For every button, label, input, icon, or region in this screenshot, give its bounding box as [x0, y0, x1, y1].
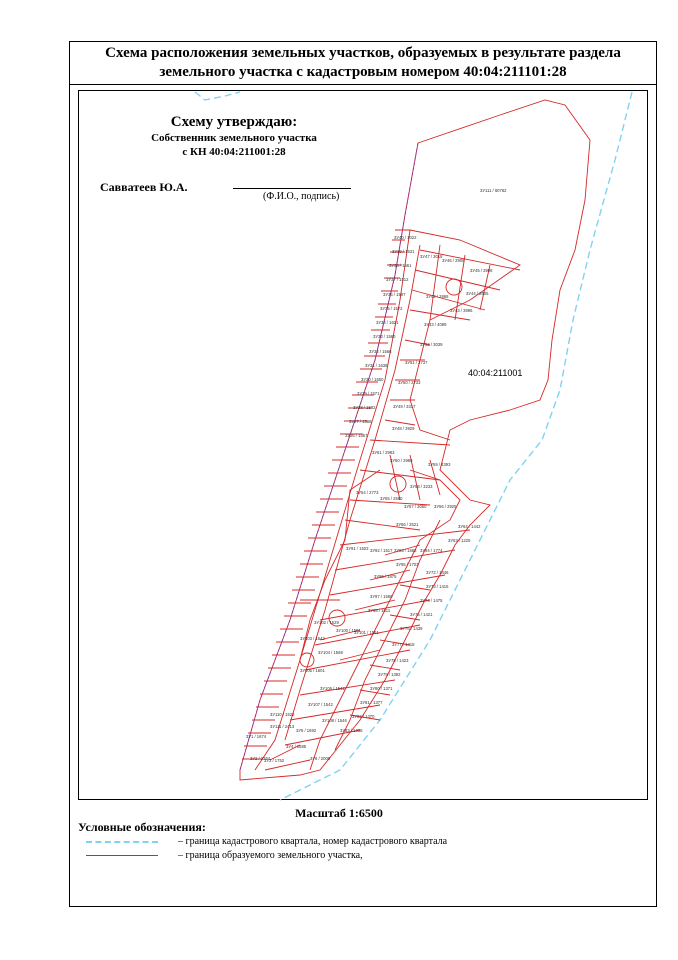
parcel-label: 3У52 / 3039 — [420, 342, 443, 347]
parcel-label: 3У45 / 3996 — [470, 268, 493, 273]
parcel-label: 3У105 / 1601 — [300, 668, 325, 673]
parcel-label: 3У30 / 1550 — [361, 377, 384, 382]
signature-caption: (Ф.И.О., подпись) — [263, 191, 340, 202]
parcel-label: 3У58 / 3233 — [410, 484, 433, 489]
parcel-label: 3У81 / 1377 — [360, 700, 383, 705]
parcel-label: 3У5 / 1692 — [296, 728, 317, 733]
parcel-grid-block-north — [385, 245, 523, 425]
parcel-label: 3У37 / 1512 — [386, 277, 409, 282]
parcel-label: 3У110 / 1523 — [270, 712, 295, 717]
parent-parcel-outline — [240, 100, 590, 780]
parcel-label: 3У31 / 1638 — [365, 363, 388, 368]
approval-block — [128, 113, 340, 159]
dashed-blue-line-icon — [86, 841, 158, 843]
parcel-label: 3У57 / 3050 — [404, 504, 427, 509]
parcel-label: 3У51 / 2737 — [405, 360, 428, 365]
legend-item-quarter-boundary — [86, 835, 546, 849]
parcel-label: 3У42 / 2868 — [426, 294, 449, 299]
parcel-label: 3У75 / 1421 — [410, 612, 433, 617]
legend-item-text: – граница кадастрового квартала, номер кадастрового квартала — [178, 836, 448, 847]
parcel-label: 3У49 / 3317 — [393, 404, 416, 409]
parcel-label: 3У26 / 1557 — [345, 433, 368, 438]
legend-item-parcel-boundary — [86, 849, 546, 863]
parcel-label: 3У97 / 1560 — [370, 594, 393, 599]
parcel-label: 3У96 / 1875 — [374, 574, 397, 579]
parcel-label: 3У102 / 1529 — [314, 620, 339, 625]
parcel-label: 3У94 / 1774 — [420, 548, 443, 553]
owner-name: Савватеев Ю.А. — [100, 180, 188, 194]
parent-parcel-label: 3У111 / 60762 — [480, 188, 507, 193]
parcel-label: 3У35 / 1572 — [380, 306, 403, 311]
parcel-label: 3У50 / 2733 — [398, 380, 421, 385]
parcel-label: 3У107 / 1542 — [308, 702, 333, 707]
parcel-label: 3У46 / 2906 — [442, 258, 465, 263]
parcel-label: 3У100 / 1591 — [336, 628, 361, 633]
parcel-label: 3У29 / 1571 — [357, 391, 380, 396]
parcel-label: 3У1 / 1674 — [246, 734, 267, 739]
parcel-label: 3У55 / 2560 — [380, 496, 403, 501]
parcel-label: 3У76 / 1439 — [400, 626, 423, 631]
quarter-number-label: 40:04:211001 — [468, 368, 523, 378]
approval-line-2: с КН 40:04:211001:28 — [182, 146, 286, 158]
parcel-label: 3У40 / 1022 — [394, 235, 417, 240]
parcel-label: 3У59 / 4393 — [428, 462, 451, 467]
parcel-label: 3У38 / 1561 — [389, 263, 412, 268]
parcel-label: 3У98 / 1611 — [368, 608, 391, 613]
parcel-label: 3У33 / 1560 — [373, 334, 396, 339]
parcel-labels — [246, 188, 507, 763]
approval-line-1: Собственник земельного участка — [151, 132, 317, 144]
parcel-label: 3У95 / 1703 — [396, 562, 419, 567]
parcel-label: 3У27 / 1568 — [349, 419, 372, 424]
parcel-label: 3У83 / 1338 — [340, 728, 363, 733]
approval-heading: Схему утверждаю: — [170, 114, 298, 130]
parcel-label: 3У60 / 2988 — [390, 458, 413, 463]
parcel-label: 3У106 / 1542 — [320, 686, 345, 691]
parcel-label: 3У34 / 1621 — [376, 320, 399, 325]
title-line-2: земельного участка с кадастровым номером 40:04:211101:28 — [159, 64, 567, 80]
parcel-boundaries — [240, 100, 590, 780]
parcel-label: 3У82 / 1370 — [352, 714, 375, 719]
parcel-label: 3У44 / 2605 — [466, 291, 489, 296]
parcel-label: 3У48 / 3929 — [392, 426, 415, 431]
title-line-1: Схема расположения земельных участков, образуемых в результате раздела — [105, 45, 621, 61]
cul-de-sac-1 — [446, 279, 462, 295]
parcel-label: 3У111 / 2413 — [270, 724, 295, 729]
parcel-label: 3У63 / 1225 — [448, 538, 471, 543]
red-line-icon — [86, 855, 158, 856]
parcel-label: 3У74 / 1475 — [420, 598, 443, 603]
parcel-label: 3У28 / 1582 — [353, 405, 376, 410]
parcel-label: 3У73 / 1415 — [426, 584, 449, 589]
legend-item-text: – граница образуемого земельного участка, — [178, 850, 363, 861]
parcel-label: 3У64 / 1442 — [458, 524, 481, 529]
parcel-label: 3У77 / 1418 — [392, 642, 415, 647]
parcel-label: 3У103 / 1542 — [300, 636, 325, 641]
parcel-label: 3У91 / 1503 — [346, 546, 369, 551]
parcel-label: 3У108 / 1546 — [322, 718, 347, 723]
parcel-label: 3У80 / 1371 — [370, 686, 393, 691]
parcel-label: 3У3 / 1752 — [264, 758, 285, 763]
parcel-label: 3У101 / 1561 — [354, 630, 379, 635]
parcel-label: 3У78 / 1423 — [386, 658, 409, 663]
parcel-label: 3У61 / 2983 — [372, 450, 395, 455]
parcel-label: 3У54 / 2773 — [356, 490, 379, 495]
inner-parcel-outline-3 — [285, 245, 420, 740]
parcel-label: 3У47 / 3018 — [420, 254, 443, 259]
parcel-label: 3У4 / 1685 — [286, 744, 307, 749]
parcel-label: 3У104 / 1568 — [318, 650, 343, 655]
parcel-label: 3У32 / 1566 — [369, 349, 392, 354]
parcel-label: 3У2 / 2264 — [250, 756, 271, 761]
quarter-boundary-north — [195, 92, 240, 100]
signature-line — [233, 188, 351, 189]
parcel-label: 3У92 / 1517 — [370, 548, 393, 553]
parcel-label: 3У43 / 3996 — [450, 308, 473, 313]
parcel-label: 3У66 / 2521 — [396, 522, 419, 527]
parcel-label: 3У93 / 1568 — [394, 548, 417, 553]
parcel-label: 3У33 / 4089 — [424, 322, 447, 327]
parcel-label: 3У39 / 1531 — [392, 249, 415, 254]
cul-de-sac-4 — [300, 653, 314, 667]
parcel-label: 3У36 / 1597 — [383, 292, 406, 297]
legend-heading: Условные обозначения: — [78, 820, 206, 834]
map-scale: Масштаб 1:6500 — [295, 806, 383, 820]
parcel-label: 3У79 / 1392 — [378, 672, 401, 677]
parcel-label: 3У6 / 2000 — [310, 756, 331, 761]
parcel-label: 3У72 / 1446 — [426, 570, 449, 575]
parcel-label: 3У56 / 2925 — [434, 504, 457, 509]
